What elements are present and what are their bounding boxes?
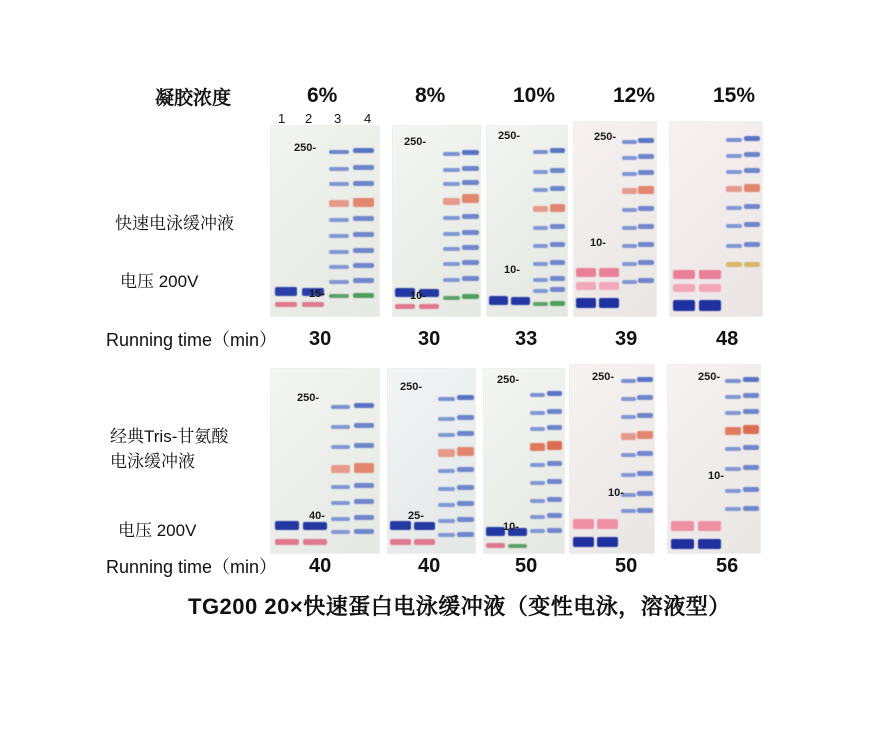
row1-voltage-label: 电压 200V bbox=[120, 272, 199, 291]
marker-row2-12pct-10: 10- bbox=[608, 487, 624, 499]
concentration-12: 12% bbox=[613, 84, 656, 107]
row2-buffer-label-line1: 经典Tris-甘氨酸 bbox=[110, 427, 229, 446]
row2-buffer-label-line2: 电泳缓冲液 bbox=[110, 452, 195, 471]
marker-row1-8pct-250: 250- bbox=[404, 136, 427, 148]
gel-row2-6pct bbox=[271, 369, 379, 553]
row1-running-time-label: Running time（min） bbox=[106, 330, 278, 350]
marker-row2-8pct-25: 25- bbox=[408, 510, 424, 522]
row2-running-time-12pct: 50 bbox=[615, 555, 638, 577]
marker-row2-10pct-250: 250- bbox=[497, 374, 520, 386]
marker-row2-15pct-10: 10- bbox=[708, 470, 724, 482]
row2-running-time-10pct: 50 bbox=[515, 555, 538, 577]
lane-number-4: 4 bbox=[364, 111, 372, 126]
gel-row2-12pct bbox=[570, 365, 654, 553]
marker-row1-10pct-10: 10- bbox=[504, 264, 520, 276]
row1-running-time-8pct: 30 bbox=[418, 328, 441, 350]
gel-concentration-label: 凝胶浓度 bbox=[155, 88, 232, 109]
marker-row2-15pct-250: 250- bbox=[698, 371, 721, 383]
lane-number-1: 1 bbox=[278, 111, 286, 126]
lane-number-2: 2 bbox=[305, 111, 313, 126]
row1-running-time-6pct: 30 bbox=[309, 328, 332, 350]
marker-row1-8pct-10: 10- bbox=[410, 290, 426, 302]
gel-row1-8pct bbox=[393, 126, 480, 316]
row2-voltage-label: 电压 200V bbox=[118, 521, 197, 540]
row2-running-time-8pct: 40 bbox=[418, 555, 441, 577]
marker-row1-6pct-250: 250- bbox=[294, 142, 317, 154]
row2-running-time-6pct: 40 bbox=[309, 555, 332, 577]
gel-row2-15pct bbox=[668, 365, 760, 553]
row2-running-time-label: Running time（min） bbox=[106, 557, 278, 577]
row1-buffer-label: 快速电泳缓冲液 bbox=[115, 214, 234, 233]
gel-row2-8pct bbox=[388, 369, 475, 553]
marker-row1-6pct-15: 15- bbox=[309, 288, 325, 300]
row1-running-time-15pct: 48 bbox=[716, 328, 739, 350]
gel-row1-12pct bbox=[574, 122, 656, 316]
lane-number-3: 3 bbox=[334, 111, 342, 126]
concentration-8: 8% bbox=[415, 84, 446, 107]
marker-row2-8pct-250: 250- bbox=[400, 381, 423, 393]
concentration-6: 6% bbox=[307, 84, 338, 107]
marker-row1-12pct-250: 250- bbox=[594, 131, 617, 143]
marker-row1-12pct-10: 10- bbox=[590, 237, 606, 249]
gel-row1-15pct bbox=[670, 122, 762, 316]
concentration-15: 15% bbox=[713, 84, 756, 107]
gel-row2-10pct bbox=[484, 369, 564, 553]
figure-caption: TG200 20×快速蛋白电泳缓冲液（变性电泳，溶液型） bbox=[188, 594, 731, 619]
marker-row2-12pct-250: 250- bbox=[592, 371, 615, 383]
marker-row2-10pct-10: 10- bbox=[503, 521, 519, 533]
marker-row1-10pct-250: 250- bbox=[498, 130, 521, 142]
marker-row2-6pct-250: 250- bbox=[297, 392, 320, 404]
gel-row1-6pct bbox=[271, 126, 379, 316]
marker-row2-6pct-40: 40- bbox=[309, 510, 325, 522]
row1-running-time-12pct: 39 bbox=[615, 328, 638, 350]
concentration-10: 10% bbox=[513, 84, 556, 107]
gel-row1-10pct bbox=[487, 126, 567, 316]
row1-running-time-10pct: 33 bbox=[515, 328, 538, 350]
row2-running-time-15pct: 56 bbox=[716, 555, 739, 577]
